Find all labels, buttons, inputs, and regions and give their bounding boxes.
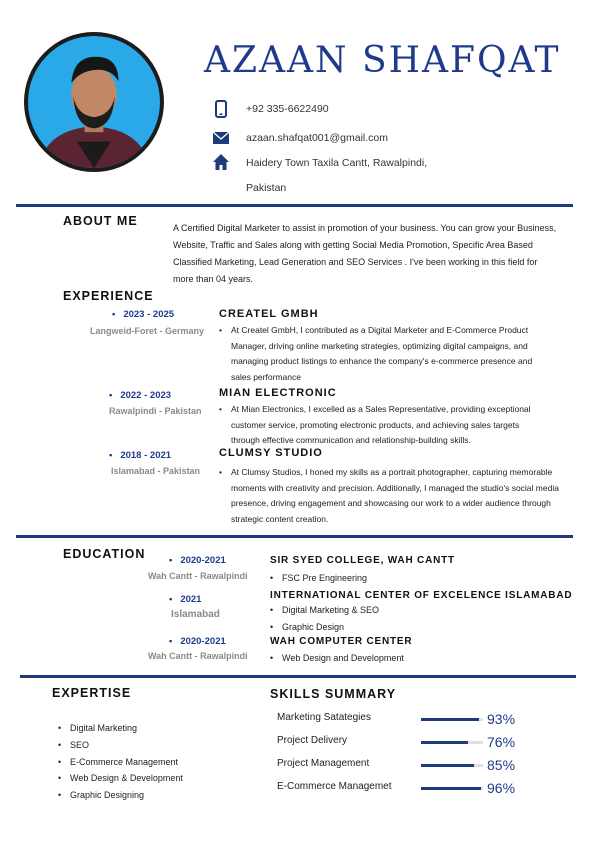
experience-location: Islamabad - Pakistan bbox=[111, 466, 201, 476]
section-divider bbox=[20, 675, 576, 678]
skill-bar-track bbox=[421, 718, 483, 721]
experience-company: MIAN ELECTRONIC bbox=[219, 387, 337, 399]
skill-bar-track bbox=[421, 787, 483, 790]
education-dates: • 2020-2021 bbox=[169, 555, 226, 566]
skill-bar-fill bbox=[421, 718, 479, 721]
home-icon bbox=[212, 153, 230, 171]
section-divider bbox=[16, 535, 573, 538]
skill-bar-fill bbox=[421, 741, 468, 744]
experience-dates: • 2022 - 2023 bbox=[109, 390, 171, 401]
experience-company: CREATEL GMBH bbox=[219, 308, 319, 320]
experience-dates: • 2023 - 2025 bbox=[112, 309, 174, 320]
skill-name: E-Commerce Managemet bbox=[277, 781, 392, 792]
experience-location: Rawalpindi - Pakistan bbox=[109, 406, 202, 416]
experience-description: • At Createl GmbH, I contributed as a Digital Marketer and E-Commerce Product Manager, driving online marketing strategies, optimizing digital campaigns, and managing product listings to enhance the company's e-commerce presence and sales performance bbox=[219, 323, 549, 385]
experience-location: Langweid-Foret - Germany bbox=[90, 326, 205, 336]
experience-dates: • 2018 - 2021 bbox=[109, 450, 171, 461]
address-line-2: Pakistan bbox=[246, 182, 287, 194]
skill-name: Marketing Satategies bbox=[277, 712, 371, 723]
education-title: EDUCATION bbox=[63, 547, 146, 561]
education-school: SIR SYED COLLEGE, WAH CANTT bbox=[270, 555, 455, 566]
education-school: INTERNATIONAL CENTER OF EXCELENCE ISLAMABAD bbox=[270, 590, 573, 601]
education-location: Wah Cantt - Rawalpindi bbox=[148, 651, 248, 661]
education-course: • FSC Pre Engineering bbox=[270, 573, 367, 583]
expertise-item: • Digital Marketing bbox=[58, 723, 137, 733]
about-title: ABOUT ME bbox=[63, 214, 138, 228]
skill-bar-fill bbox=[421, 787, 481, 790]
email-address: azaan.shafqat001@gmail.com bbox=[246, 132, 388, 144]
skill-name: Project Management bbox=[277, 758, 370, 769]
education-dates: • 2020-2021 bbox=[169, 636, 226, 647]
address-line-1: Haidery Town Taxila Cantt, Rawalpindi, bbox=[246, 157, 428, 169]
phone-number: +92 335-6622490 bbox=[246, 103, 329, 115]
education-dates: • 2021 bbox=[169, 594, 201, 605]
experience-company: CLUMSY STUDIO bbox=[219, 447, 323, 459]
section-divider bbox=[16, 204, 573, 207]
education-location: Islamabad bbox=[171, 609, 220, 620]
skill-percent: 96% bbox=[487, 780, 516, 796]
skill-percent: 76% bbox=[487, 734, 516, 750]
education-course: • Web Design and Development bbox=[270, 653, 404, 663]
skill-bar-track bbox=[421, 764, 483, 767]
experience-description: • At Mian Electronics, I excelled as a Sales Representative, providing exceptional customer service, promoting electronic products, and achieving sales targets through effective communication and relationship-building skills. bbox=[219, 402, 549, 449]
education-course: • Digital Marketing & SEO bbox=[270, 605, 379, 615]
skill-bar-fill bbox=[421, 764, 474, 767]
education-school: WAH COMPUTER CENTER bbox=[270, 636, 413, 647]
skill-bar-track bbox=[421, 741, 483, 744]
experience-title: EXPERIENCE bbox=[63, 289, 154, 303]
expertise-item: • Graphic Designing bbox=[58, 790, 144, 800]
experience-description: • At Clumsy Studios, I honed my skills as a portrait photographer, capturing memorable moments with creativity and precision. Additionally, I managed the studio's social media presence, driving engagement and showcasing our work to a wider audience through strategic content creation. bbox=[219, 465, 564, 527]
email-icon bbox=[212, 129, 230, 147]
education-location: Wah Cantt - Rawalpindi bbox=[148, 571, 248, 581]
about-text: A Certified Digital Marketer to assist in promotion of your business. You can grow your Business, Website, Traffic and Sales along with getting Social Media Promotion, Specific Area Based Classified Marketing, Lead Generation and SEO Services . I've been working in this field for more than 04 years. bbox=[173, 223, 557, 284]
candidate-name: AZAAN SHAFQAT bbox=[204, 40, 561, 81]
skill-name: Project Delivery bbox=[277, 735, 348, 746]
expertise-item: • SEO bbox=[58, 740, 89, 750]
skill-percent: 93% bbox=[487, 711, 516, 727]
expertise-item: • E-Commerce Management bbox=[58, 757, 178, 767]
expertise-item: • Web Design & Development bbox=[58, 773, 183, 783]
skill-percent: 85% bbox=[487, 757, 516, 773]
education-course: • Graphic Design bbox=[270, 622, 344, 632]
profile-photo-illustration bbox=[28, 36, 160, 168]
phone-icon bbox=[212, 100, 230, 118]
skills-title: SKILLS SUMMARY bbox=[270, 687, 397, 701]
expertise-title: EXPERTISE bbox=[52, 686, 132, 700]
profile-photo bbox=[24, 32, 164, 172]
